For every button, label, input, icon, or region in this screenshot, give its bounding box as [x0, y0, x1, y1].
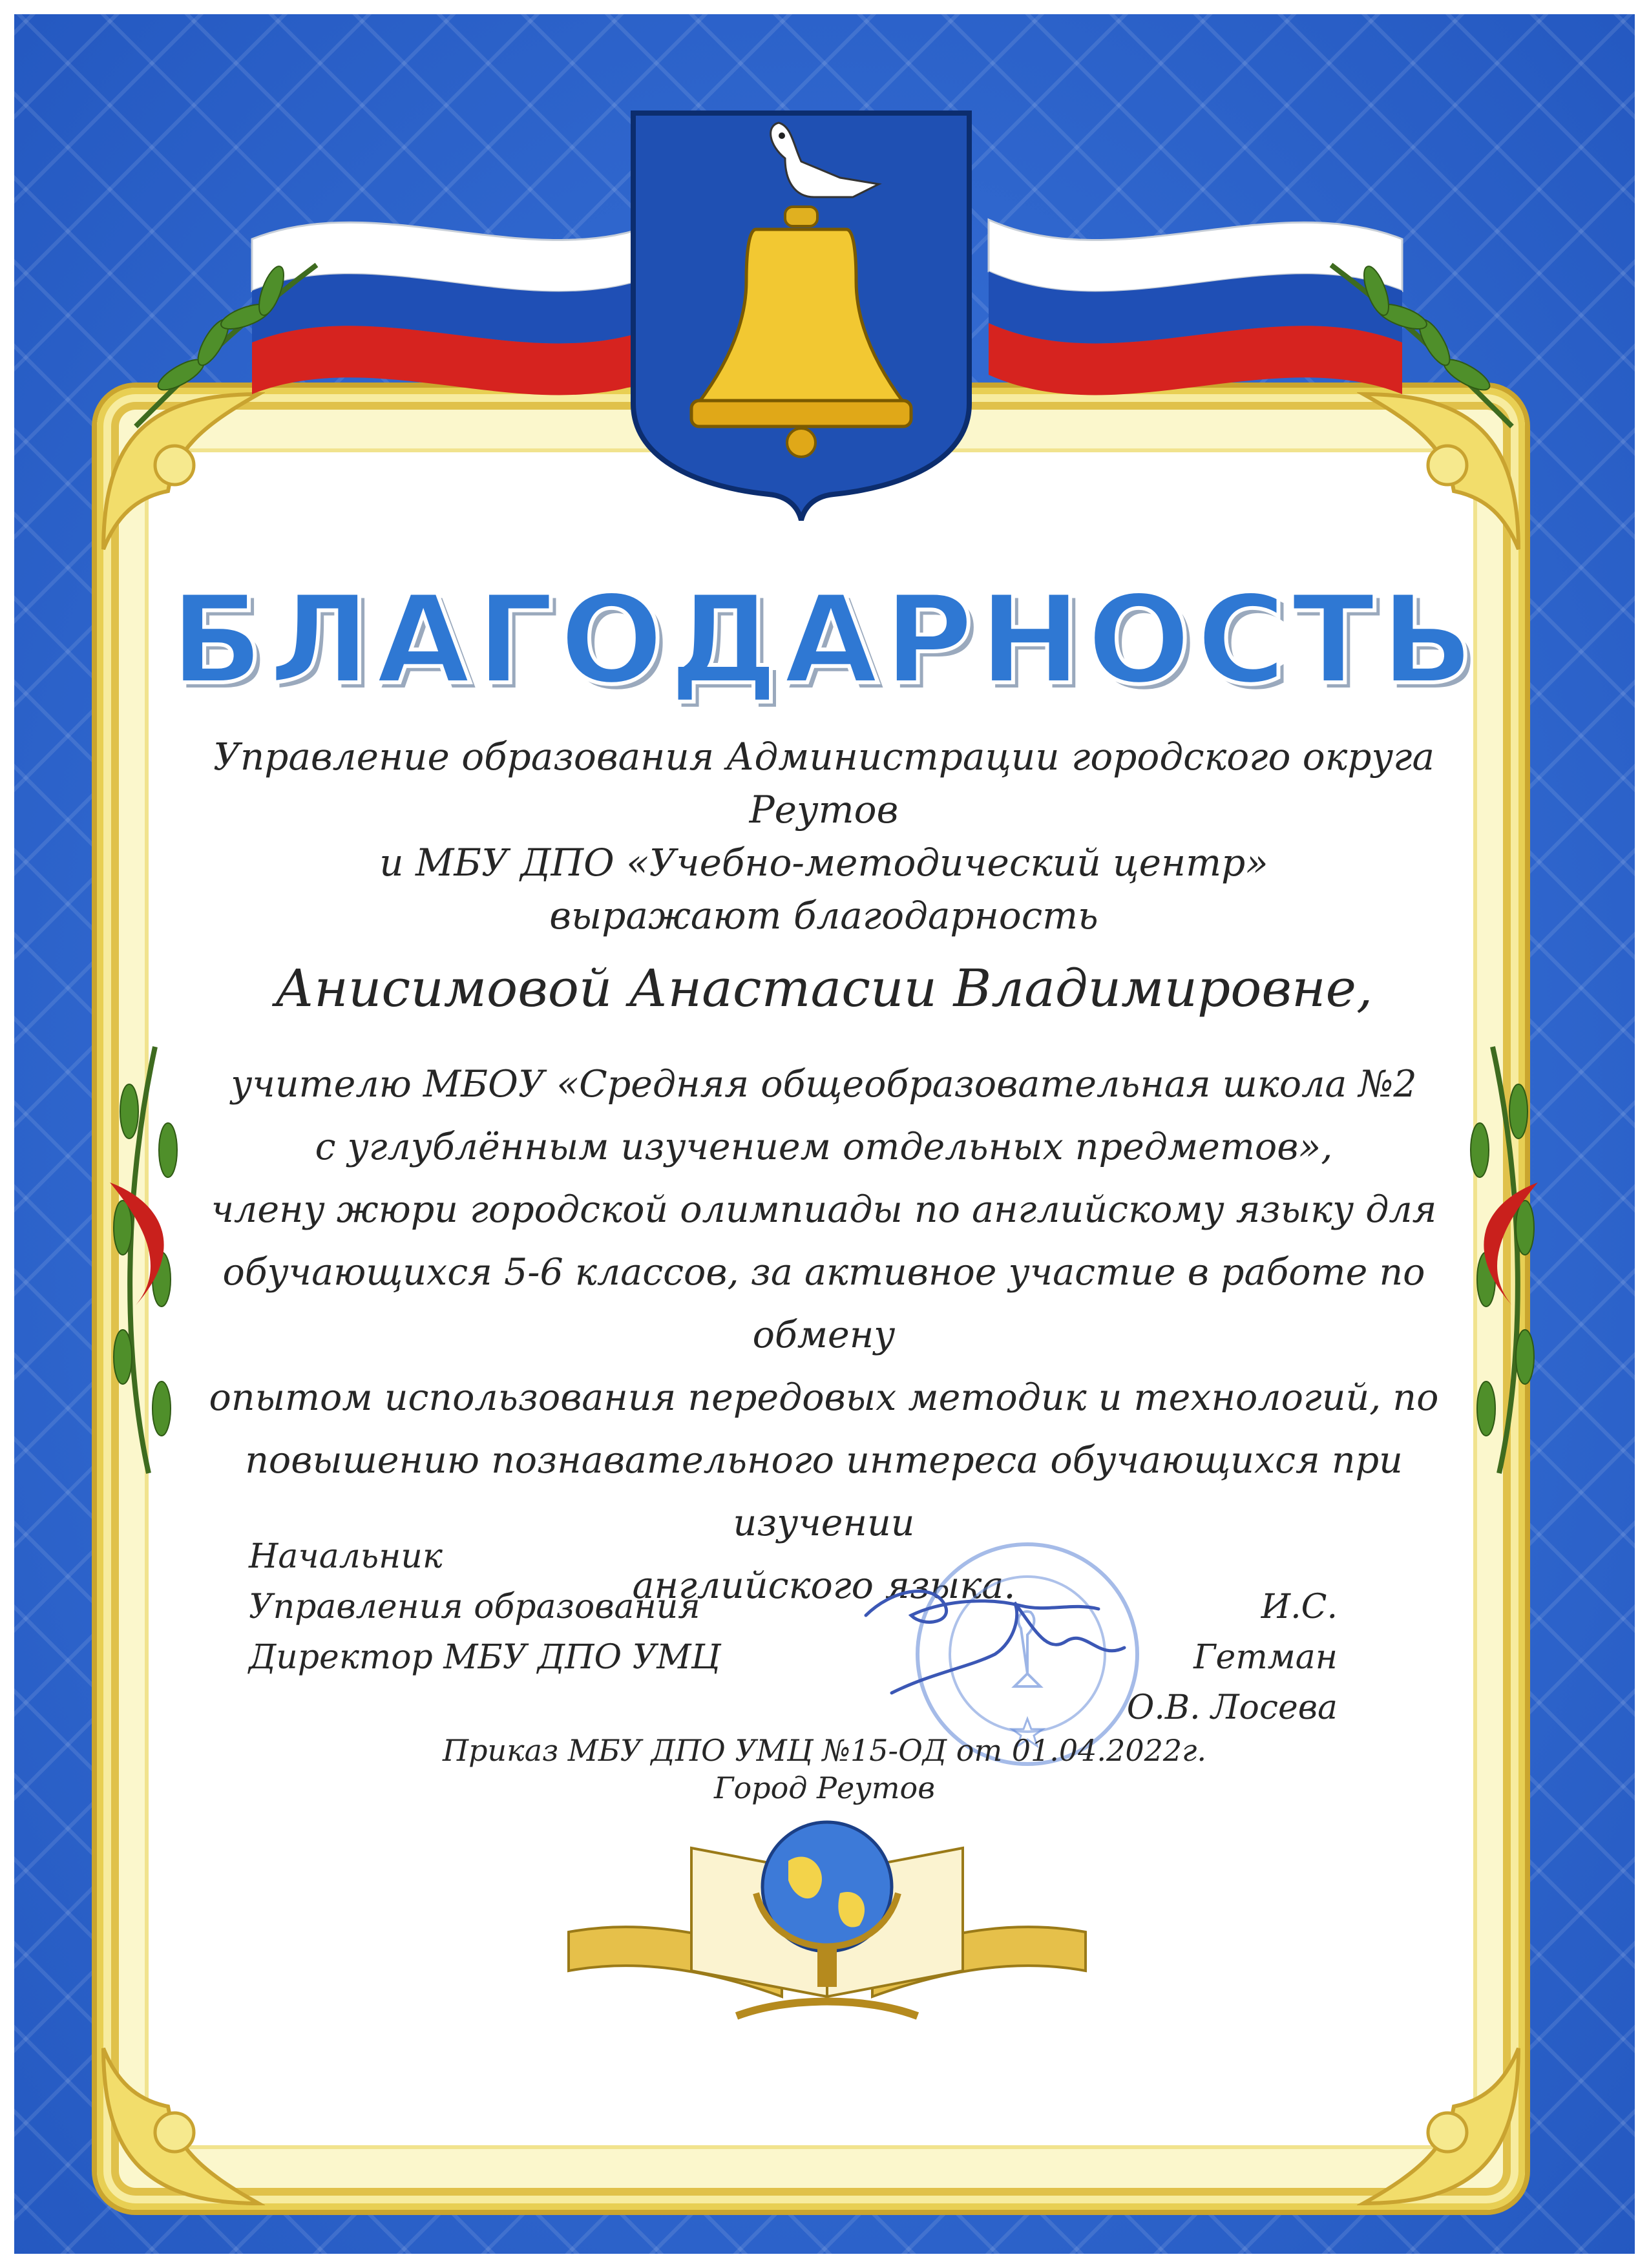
- laurel-with-ribbon-icon: [1434, 1034, 1564, 1486]
- issuer-line: Управление образования Администрации городского округа Реутов: [213, 735, 1435, 832]
- signatory-name: И.С. Гетман: [1193, 1588, 1338, 1677]
- laurel-branch-icon: [123, 246, 330, 439]
- signatory-title: Директор МБУ ДПО УМЦ: [249, 1638, 720, 1677]
- body-line: члену жюри городской олимпиады по английскому языку для: [211, 1188, 1437, 1231]
- signatory-title: Начальник: [249, 1537, 443, 1576]
- frame-corner-ornament-icon: [97, 2042, 265, 2210]
- issuer-text: [194, 730, 1454, 942]
- signatory-title: Управления образования: [249, 1588, 700, 1626]
- body-line: опытом использования передовых методик и технологий, по: [209, 1376, 1439, 1419]
- signatory-names: [1124, 1582, 1338, 1733]
- globe-and-book-emblem-icon: [543, 1803, 1111, 2035]
- frame-corner-ornament-icon: [1357, 2042, 1525, 2210]
- order-reference: [0, 1732, 1649, 1807]
- body-line: английского языка.: [632, 1564, 1016, 1607]
- issuer-line: и МБУ ДПО «Учебно-методический центр»: [379, 841, 1268, 885]
- issuer-line: выражают благодарность: [549, 894, 1098, 938]
- recipient-name: Анисимовой Анастасии Владимировне,: [275, 958, 1373, 1018]
- signatory-titles: [249, 1531, 720, 1683]
- order-number: Приказ МБУ ДПО УМЦ №15-ОД от 01.04.2022г.: [442, 1733, 1206, 1768]
- body-line: учителю МБОУ «Средняя общеобразовательная школа №2: [231, 1063, 1417, 1106]
- reutov-coat-of-arms-icon: [620, 100, 982, 527]
- city-name: Город Реутов: [713, 1770, 935, 1805]
- body-line: обучающихся 5-6 классов, за активное участие в работе по обмену: [222, 1251, 1425, 1356]
- laurel-branch-icon: [1318, 246, 1525, 439]
- body-line: повышению познавательного интереса обучающихся при изучении: [245, 1439, 1403, 1544]
- signatory-name: О.В. Лосева: [1126, 1688, 1338, 1727]
- certificate-title: БЛАГОДАРНОСТЬ: [169, 569, 1480, 711]
- body-line: с углублённым изучением отдельных предметов»,: [315, 1126, 1333, 1168]
